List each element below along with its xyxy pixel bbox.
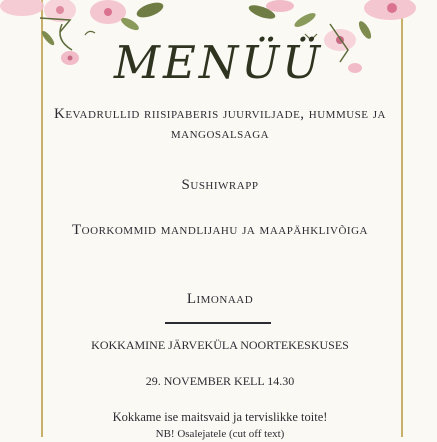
note-line-2: NB! Osalejatele (cut off text) bbox=[155, 428, 285, 440]
event-location: KOKKAMINE JÄRVEKÜLA NOORTEKESKUSES bbox=[91, 338, 349, 352]
divider-line bbox=[165, 322, 271, 324]
menu-item-lemonade: Limonaad bbox=[186, 291, 254, 307]
menu-title: MENÜÜ bbox=[113, 36, 324, 89]
menu-item-raw-candies: Toorkommid mandlijahu ja maapähklivõiga bbox=[72, 222, 368, 238]
menu-item-sushiwrap: Sushiwrapp bbox=[181, 177, 259, 193]
event-datetime: 29. NOVEMBER KELL 14.30 bbox=[145, 374, 295, 388]
menu-item-spring-rolls: Kevadrullid riisipaberis juurviljade, hummuse ja mangosalsaga bbox=[53, 106, 386, 142]
note-line-1: Kokkame ise maitsvaid ja tervislikke toite! bbox=[112, 410, 328, 424]
